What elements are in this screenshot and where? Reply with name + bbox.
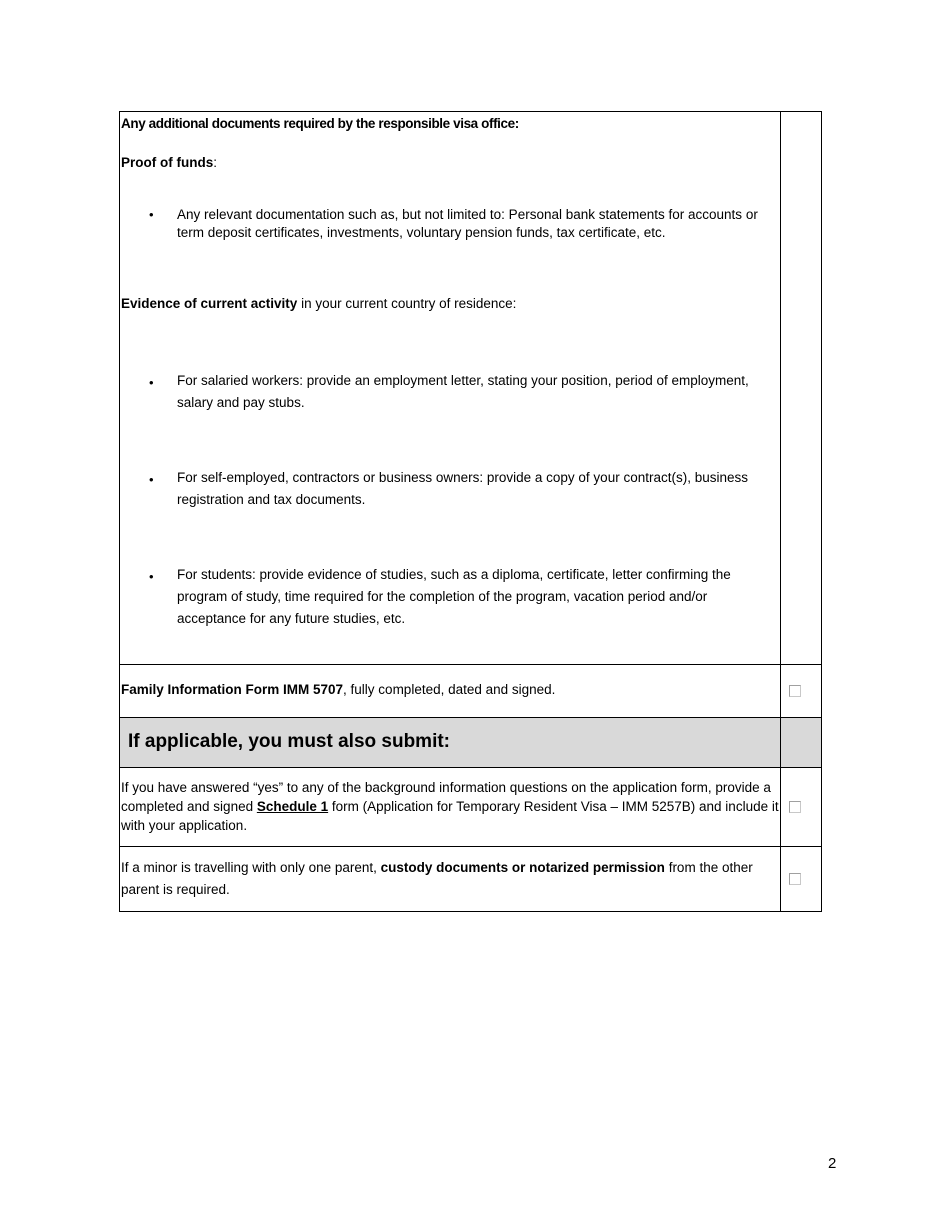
proof-of-funds-line (121, 154, 779, 172)
proof-of-funds-colon: : (213, 155, 217, 170)
additional-documents-row (120, 112, 822, 665)
proof-of-funds-bullet-text: Any relevant documentation such as, but not limited to: Personal bank statements for accounts or term deposit certificates, investments, voluntary pension funds, tax certificate, etc. (177, 207, 758, 240)
custody-text (120, 847, 780, 901)
document-checklist-table (119, 111, 822, 912)
schedule-1-link[interactable]: Schedule 1 (256, 799, 329, 814)
additional-documents-heading: Any additional documents required by the responsible visa office: (121, 116, 519, 131)
family-information-checkbox[interactable] (789, 685, 801, 697)
activity-list (121, 370, 779, 630)
family-information-rest: , fully completed, dated and signed. (343, 682, 556, 697)
schedule-text (120, 768, 780, 835)
custody-checkbox[interactable] (789, 873, 801, 885)
list-item (121, 467, 779, 511)
self-employed-bullet-text: For self-employed, contractors or business owners: provide a copy of your contract(s), business registration and tax documents. (177, 470, 748, 507)
page-number: 2 (828, 1155, 837, 1172)
custody-bold-text: custody documents or notarized permission (380, 860, 665, 875)
custody-row (120, 847, 822, 912)
custody-check-cell (781, 847, 822, 912)
salaried-bullet-text: For salaried workers: provide an employment letter, stating your position, period of employment, salary and pay stubs. (177, 373, 749, 410)
schedule-text-after: form (Application for Temporary Resident Visa – IMM 5257B) and include it with your application. (121, 799, 779, 833)
schedule-checkbox[interactable] (789, 801, 801, 813)
applicable-header-title: If applicable, you must also submit: (128, 731, 450, 752)
schedule-text-before: If you have answered “yes” to any of the background information questions on the application form, provide a completed and signed (121, 780, 771, 814)
proof-of-funds-list (121, 206, 779, 242)
proof-of-funds-label: Proof of funds (121, 155, 214, 170)
bullet-icon: • (149, 375, 154, 390)
applicable-header-check-cell (781, 718, 822, 768)
applicable-header-row (120, 718, 822, 768)
additional-documents-check-cell (781, 112, 822, 665)
family-information-row (120, 665, 822, 718)
family-information-cell (120, 665, 781, 718)
bullet-icon: • (149, 207, 154, 222)
evidence-line (121, 295, 779, 313)
family-information-check-cell (781, 665, 822, 718)
custody-text-before: If a minor is travelling with only one parent, (121, 860, 381, 875)
bullet-spacer (121, 511, 779, 564)
students-bullet-text: For students: provide evidence of studies, such as a diploma, certificate, letter confirming the program of study, time required for the completion of the program, vacation period and/or acceptance for any future studies, etc. (177, 567, 731, 626)
schedule-cell (120, 768, 781, 847)
schedule-check-cell (781, 768, 822, 847)
bullet-spacer (121, 414, 779, 467)
bullet-icon: • (149, 569, 154, 584)
custody-text-after: from the other parent is required. (121, 860, 753, 897)
evidence-label: Evidence of current activity (121, 296, 298, 311)
list-item (121, 370, 779, 414)
schedule-row (120, 768, 822, 847)
bullet-icon: • (149, 472, 154, 487)
family-information-label: Family Information Form IMM 5707 (121, 682, 344, 697)
family-information-text (120, 665, 780, 699)
additional-documents-cell (120, 112, 781, 665)
evidence-rest: in your current country of residence: (297, 296, 517, 311)
applicable-header-cell (120, 718, 781, 768)
custody-cell (120, 847, 781, 912)
list-item (121, 564, 779, 630)
list-item (121, 206, 779, 242)
